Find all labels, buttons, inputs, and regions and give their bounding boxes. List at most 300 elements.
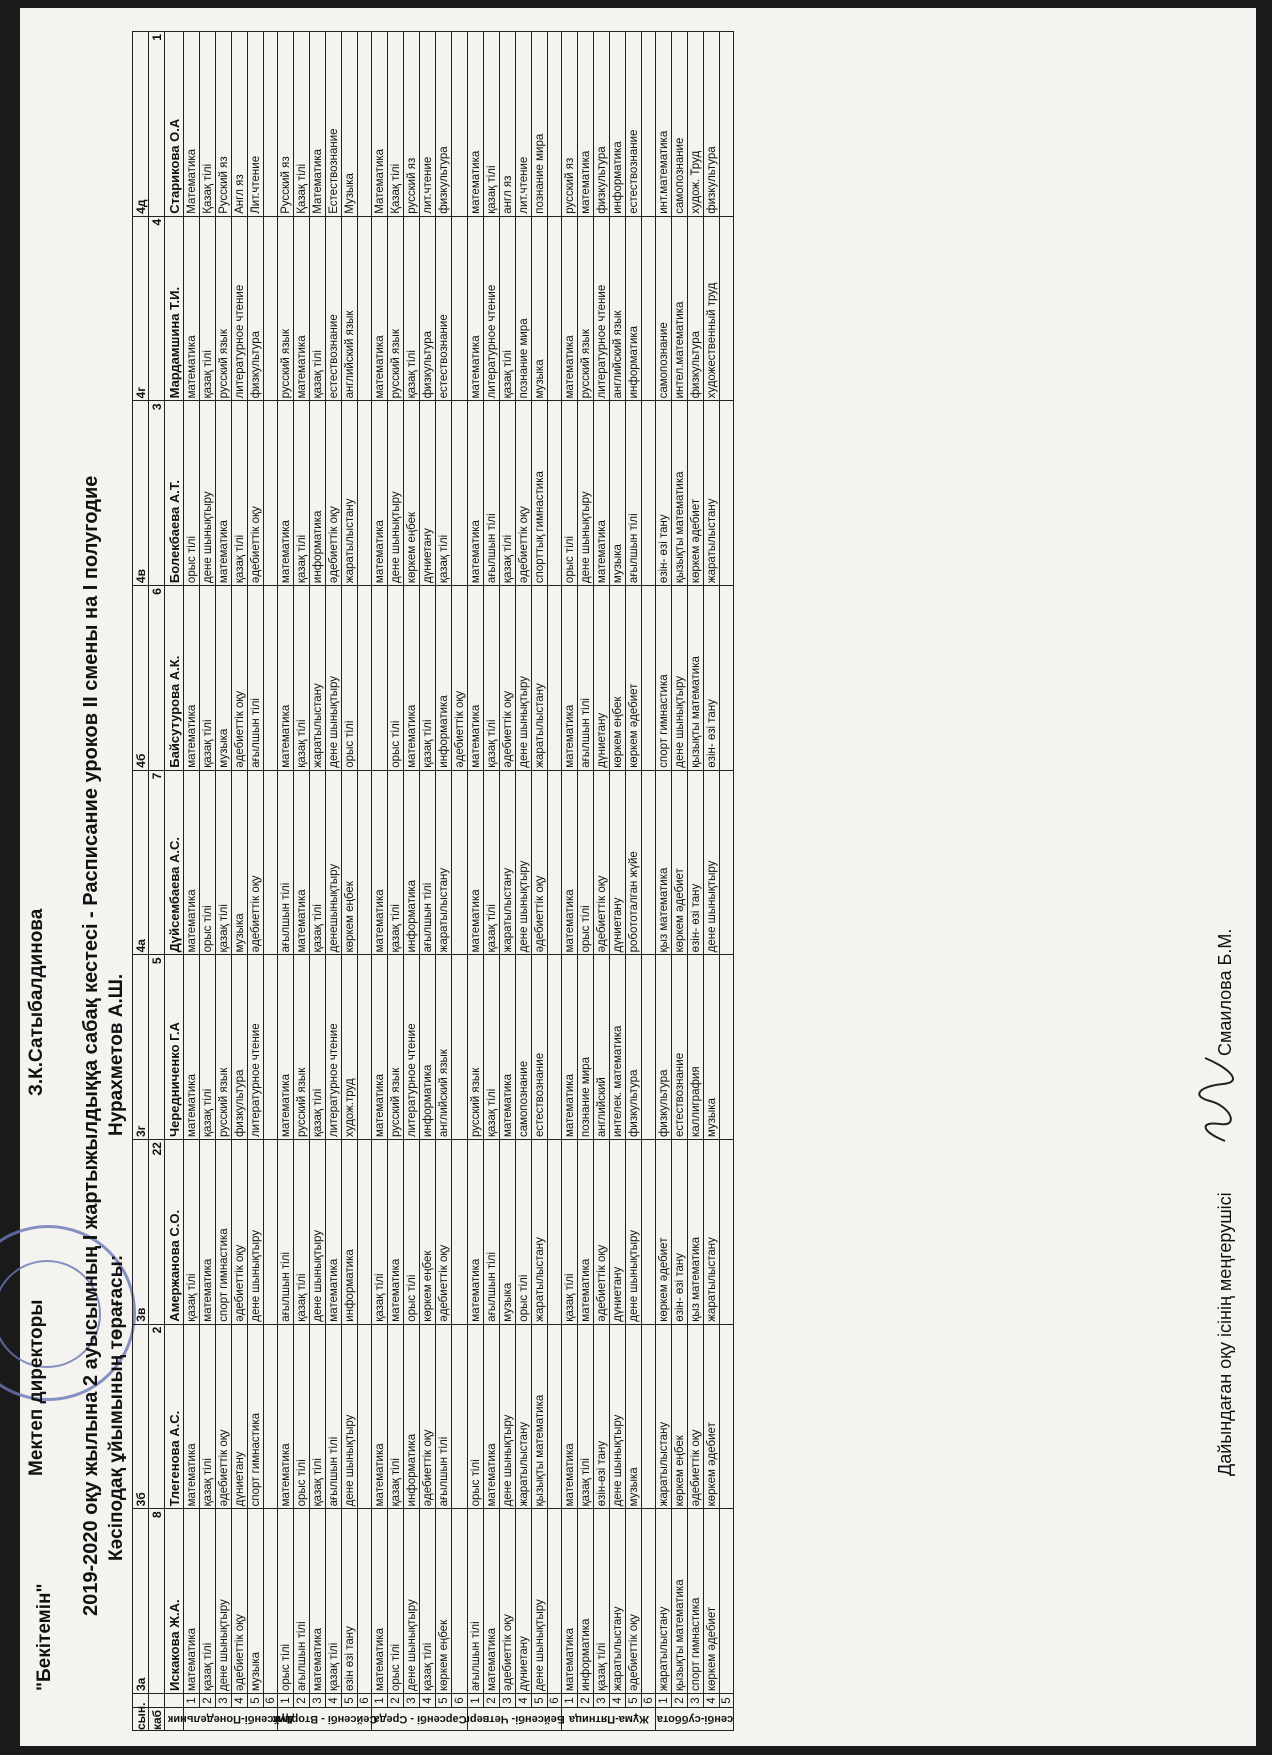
lesson-cell: естествознание <box>672 955 688 1140</box>
lesson-cell: дүниетану <box>516 1509 532 1694</box>
class-name: 4а <box>133 770 149 955</box>
class-name: 4г <box>133 216 149 401</box>
lesson-cell: спорт гимнастика <box>216 1140 232 1325</box>
table-row <box>578 32 594 1731</box>
lesson-cell: Англ яз <box>232 32 248 217</box>
lesson-cell: математика <box>278 586 294 771</box>
lesson-cell: робототалган жүйе <box>626 770 642 955</box>
lesson-cell: өзін- өзі тану <box>656 401 672 586</box>
table-row <box>388 32 404 1731</box>
lesson-cell <box>264 586 278 771</box>
lesson-cell: Лит.чтение <box>248 32 264 217</box>
lesson-cell: дене шынықтыру <box>516 770 532 955</box>
lesson-cell: әдебиеттік оқу <box>232 1509 248 1694</box>
lesson-cell: физкультура <box>656 955 672 1140</box>
table-row <box>562 32 578 1731</box>
lesson-cell: физкультура <box>626 955 642 1140</box>
table-row <box>326 32 342 1731</box>
lesson-cell: өзін- өзі тану <box>672 1140 688 1325</box>
lesson-cell: математика <box>294 770 310 955</box>
lesson-cell: көркем еңбек <box>610 586 626 771</box>
lesson-cell: қыз математика <box>688 1140 704 1325</box>
lesson-cell <box>452 1324 468 1509</box>
lesson-cell <box>358 32 372 217</box>
lesson-cell: математика <box>372 770 388 955</box>
table-row <box>184 32 200 1731</box>
document-page <box>20 8 1256 1746</box>
lesson-cell: әдебиеттік оқу <box>626 1509 642 1694</box>
lesson-cell: өзін- өзі тану <box>704 586 720 771</box>
lesson-cell <box>264 32 278 217</box>
lesson-cell <box>642 401 656 586</box>
lesson-cell <box>358 1509 372 1694</box>
lesson-cell: дене шынықтыру <box>310 1140 326 1325</box>
lesson-cell: музыка <box>610 401 626 586</box>
teacher-name: Мардамшина Т.И. <box>165 216 184 401</box>
lesson-cell: қазақ тілі <box>484 955 500 1140</box>
lesson-cell: әдебиеттік оқу <box>216 1324 232 1509</box>
lesson-cell: көркем әдебиет <box>672 770 688 955</box>
lesson-cell: информатика <box>342 1140 358 1325</box>
lesson-cell <box>720 216 734 401</box>
lesson-number: 3 <box>500 1694 516 1708</box>
lesson-cell: көркем әдебиет <box>704 1324 720 1509</box>
lesson-cell <box>642 1324 656 1509</box>
lesson-cell: жаратылыстану <box>704 401 720 586</box>
lesson-number: 4 <box>326 1694 342 1708</box>
lesson-cell: көркем еңбек <box>420 1140 436 1325</box>
lesson-cell: әдебиеттік оқу <box>248 401 264 586</box>
room-number: 6 <box>149 586 165 771</box>
lesson-cell: қазақ тілі <box>232 401 248 586</box>
teacher-name: Тлегенова А.С. <box>165 1324 184 1509</box>
lesson-cell <box>548 1140 562 1325</box>
lesson-cell: дене шынықтыру <box>672 586 688 771</box>
lesson-cell: математика <box>326 1140 342 1325</box>
class-name: 4б <box>133 586 149 771</box>
lesson-cell: дене шынықтыру <box>216 1509 232 1694</box>
lesson-cell: қазақ тілі <box>404 216 420 401</box>
lesson-cell: көркем еңбек <box>672 1324 688 1509</box>
lesson-cell: математика <box>310 1509 326 1694</box>
lesson-cell: қазақ тілі <box>200 1509 216 1694</box>
lesson-cell: өзін- өзі тану <box>688 770 704 955</box>
day-name: сенбі-суббота <box>656 1713 733 1725</box>
lesson-cell: әдебиеттік оқу <box>232 586 248 771</box>
lesson-number: 1 <box>468 1694 484 1708</box>
lesson-cell: литературное чтение <box>404 955 420 1140</box>
page-title: 2019-2020 оқу жылына 2 ауысымның I жартыжылдыққа сабақ кестесі - Расписание уроков II смены на I полугодие <box>80 475 102 1616</box>
schedule-table <box>132 31 734 1731</box>
table-row <box>594 32 610 1731</box>
table-row <box>248 32 264 1731</box>
lesson-cell: математика <box>278 401 294 586</box>
lesson-cell <box>264 1509 278 1694</box>
teacher-name: Чередниченко Г.А <box>165 955 184 1140</box>
lesson-cell: физкультура <box>248 216 264 401</box>
day-name: Жұма-Пятница <box>568 1713 649 1725</box>
lesson-cell: худож.труд <box>342 955 358 1140</box>
lesson-cell: өзін-өзі тану <box>594 1324 610 1509</box>
lesson-cell: физкультура <box>688 216 704 401</box>
lesson-number: 3 <box>310 1694 326 1708</box>
lesson-number: 1 <box>184 1694 200 1708</box>
lesson-cell: орыс тілі <box>562 401 578 586</box>
lesson-cell: жаратылыстану <box>656 1324 672 1509</box>
lesson-cell: ағылшын тілі <box>278 1140 294 1325</box>
lesson-cell <box>358 770 372 955</box>
table-row <box>200 32 216 1731</box>
lesson-number: 4 <box>704 1694 720 1708</box>
lesson-cell: дүниетану <box>232 1324 248 1509</box>
lesson-cell <box>452 770 468 955</box>
lesson-number: 6 <box>548 1694 562 1708</box>
lesson-cell <box>720 1324 734 1509</box>
lesson-cell: спорттық гимнастика <box>532 401 548 586</box>
lesson-cell: математика <box>562 586 578 771</box>
lesson-number: 3 <box>216 1694 232 1708</box>
lesson-number: 5 <box>342 1694 358 1708</box>
table-row <box>404 32 420 1731</box>
lesson-cell: дене шынықтыру <box>342 1324 358 1509</box>
lesson-cell: әдебиеттік оқу <box>420 1324 436 1509</box>
lesson-cell: математика <box>372 401 388 586</box>
day-name: Дүйсенбі-Понедельник <box>167 1713 294 1725</box>
lesson-cell: математика <box>404 586 420 771</box>
lesson-number: 1 <box>372 1694 388 1708</box>
lesson-cell: математика <box>278 955 294 1140</box>
lesson-cell: ағылшын тілі <box>326 1324 342 1509</box>
lesson-cell: математика <box>372 955 388 1140</box>
lesson-cell <box>720 1509 734 1694</box>
table-row <box>704 32 720 1731</box>
lesson-cell: дене шынықтыру <box>626 1140 642 1325</box>
lesson-cell: инт.математика <box>656 32 672 217</box>
lesson-cell: математика <box>484 1324 500 1509</box>
room-number: 8 <box>149 1509 165 1694</box>
lesson-cell: естествознание <box>326 216 342 401</box>
lesson-number: 5 <box>532 1694 548 1708</box>
lesson-cell: спорт гимнастика <box>688 1509 704 1694</box>
lesson-cell <box>264 216 278 401</box>
class-name: 3а <box>133 1509 149 1694</box>
lesson-cell: познание мира <box>578 955 594 1140</box>
lesson-cell <box>452 1140 468 1325</box>
lesson-number: 3 <box>594 1694 610 1708</box>
day-label-cell <box>372 1708 468 1731</box>
lesson-cell: лит.чтение <box>420 32 436 217</box>
lesson-cell: дене шынықтыру <box>578 401 594 586</box>
lesson-cell: дене шынықтыру <box>388 401 404 586</box>
lesson-cell: көркем еңбек <box>404 401 420 586</box>
lesson-cell <box>452 955 468 1140</box>
lesson-number: 1 <box>278 1694 294 1708</box>
lesson-cell: интелек. математика <box>610 955 626 1140</box>
lesson-cell: қазақ тілі <box>184 1140 200 1325</box>
lesson-number: 6 <box>264 1694 278 1708</box>
lesson-cell: английский язык <box>610 216 626 401</box>
lesson-cell <box>548 401 562 586</box>
lesson-cell: қазақ тілі <box>388 1324 404 1509</box>
lesson-cell: қазақ тілі <box>388 770 404 955</box>
lesson-cell: математика <box>184 586 200 771</box>
lesson-cell: қазақ тілі <box>200 955 216 1140</box>
lesson-cell: орыс тілі <box>294 1324 310 1509</box>
lesson-cell: литературное чтение <box>594 216 610 401</box>
lesson-number: 1 <box>656 1694 672 1708</box>
lesson-cell: қазақ тілі <box>484 586 500 771</box>
lesson-cell: қыз математика <box>656 770 672 955</box>
lesson-cell <box>548 1324 562 1509</box>
lesson-cell: музыка <box>232 770 248 955</box>
lesson-cell: орыс тілі <box>404 1140 420 1325</box>
lesson-cell <box>548 32 562 217</box>
lesson-cell: английский язык <box>436 955 452 1140</box>
lesson-cell <box>642 1140 656 1325</box>
lesson-cell: Математика <box>372 32 388 217</box>
lesson-cell: русский язык <box>278 216 294 401</box>
lesson-cell: математика <box>184 216 200 401</box>
lesson-cell <box>642 32 656 217</box>
class-header-row <box>133 32 149 1731</box>
union-label: Кәсіподақ ұйымының төрағасы: <box>106 1254 127 1561</box>
table-row <box>484 32 500 1731</box>
lesson-cell: дене шынықтыру <box>500 1324 516 1509</box>
day-name: Бейсенбі- Четверг <box>464 1713 565 1725</box>
lesson-cell: дене шынықтыру <box>532 1509 548 1694</box>
lesson-cell: әдебиеттік оқу <box>232 1140 248 1325</box>
lesson-cell <box>358 1324 372 1509</box>
lesson-cell: физкультура <box>704 32 720 217</box>
lesson-cell: қазақ тілі <box>216 770 232 955</box>
lesson-cell: қазақ тілі <box>500 401 516 586</box>
lesson-cell: көркем әдебиет <box>688 401 704 586</box>
lesson-cell <box>358 216 372 401</box>
lesson-cell: қызықты математика <box>532 1324 548 1509</box>
lesson-cell: математика <box>388 1140 404 1325</box>
lesson-cell: жаратылыстану <box>610 1509 626 1694</box>
lesson-cell: қазақ тілі <box>420 586 436 771</box>
lesson-cell: қазақ тілі <box>310 955 326 1140</box>
table-row <box>500 32 516 1731</box>
lesson-cell: физкультура <box>436 32 452 217</box>
lesson-cell: математика <box>468 401 484 586</box>
lesson-cell: физкультура <box>232 955 248 1140</box>
lesson-cell: интел.математика <box>672 216 688 401</box>
lesson-cell: математика <box>372 1509 388 1694</box>
lesson-cell: орыс тілі <box>388 1509 404 1694</box>
lesson-number: 4 <box>610 1694 626 1708</box>
lesson-cell: қазақ тілі <box>200 586 216 771</box>
prepared-label: Дайындаған оқу ісінің меңгерушісі <box>1215 1192 1235 1476</box>
lesson-cell: Естествознание <box>326 32 342 217</box>
class-name: 3в <box>133 1140 149 1325</box>
lesson-cell: қазақ тілі <box>594 1509 610 1694</box>
lesson-cell: математика <box>562 955 578 1140</box>
lesson-cell: қызықты математика <box>688 586 704 771</box>
table-row <box>372 32 388 1731</box>
lesson-cell <box>720 770 734 955</box>
lesson-cell: русский язык <box>388 955 404 1140</box>
lesson-cell: математика <box>184 1324 200 1509</box>
lesson-cell: ағылшын тілі <box>484 401 500 586</box>
table-row <box>264 32 278 1731</box>
lesson-cell: физкультура <box>420 216 436 401</box>
lesson-cell: ағылшын тілі <box>484 1140 500 1325</box>
lesson-cell: Русский яз <box>278 32 294 217</box>
lesson-cell: орыс тілі <box>278 1509 294 1694</box>
teacher-name: Байсутурова А.К. <box>165 586 184 771</box>
lesson-cell: дене шынықтыру <box>404 1509 420 1694</box>
lesson-cell: спорт гимнастика <box>248 1324 264 1509</box>
lesson-cell: русский язык <box>216 216 232 401</box>
lesson-cell <box>720 32 734 217</box>
lesson-number: 3 <box>404 1694 420 1708</box>
table-row <box>548 32 562 1731</box>
lesson-cell: самопознание <box>516 955 532 1140</box>
room-number: 7 <box>149 770 165 955</box>
lesson-cell: русский язык <box>216 955 232 1140</box>
table-row <box>342 32 358 1731</box>
lesson-cell <box>264 1140 278 1325</box>
lesson-cell: математика <box>468 586 484 771</box>
room-number: 5 <box>149 955 165 1140</box>
lesson-number: 5 <box>436 1694 452 1708</box>
lesson-cell: орыс тілі <box>388 586 404 771</box>
lesson-cell: математика <box>562 1509 578 1694</box>
footer <box>1215 928 1236 1476</box>
lesson-cell: дүниетану <box>610 1140 626 1325</box>
lesson-cell: дене шынықтыру <box>610 1324 626 1509</box>
lesson-cell <box>264 955 278 1140</box>
lesson-cell: математика <box>184 955 200 1140</box>
lesson-cell: художественный труд <box>704 216 720 401</box>
table-row <box>216 32 232 1731</box>
lesson-cell <box>452 32 468 217</box>
lesson-number: 4 <box>232 1694 248 1708</box>
lesson-cell: көркем әдебиет <box>626 586 642 771</box>
teacher-name: Искакова Ж.А. <box>165 1509 184 1694</box>
class-name: 3б <box>133 1324 149 1509</box>
lesson-cell: қазақ тілі <box>500 216 516 401</box>
lesson-cell: лит.чтение <box>516 32 532 217</box>
lesson-cell: математика <box>578 1140 594 1325</box>
lesson-number: 5 <box>626 1694 642 1708</box>
lesson-cell: самопознание <box>672 32 688 217</box>
lesson-cell: өзін өзі тану <box>342 1509 358 1694</box>
day-label-cell <box>167 1708 294 1731</box>
lesson-cell <box>372 586 388 771</box>
lesson-cell <box>720 586 734 771</box>
lesson-cell: қазақ тілі <box>484 770 500 955</box>
teacher-name: Болекбаева А.Т. <box>165 401 184 586</box>
table-row <box>516 32 532 1731</box>
class-header-label: сын. <box>133 1702 148 1730</box>
lesson-cell: ағылшын тілі <box>436 1324 452 1509</box>
director-name: З.К.Сатыбалдинова <box>26 908 47 1096</box>
lesson-cell: Қазақ тілі <box>388 32 404 217</box>
lesson-cell: жаратылыстану <box>704 1140 720 1325</box>
lesson-cell: көркем еңбек <box>342 770 358 955</box>
lesson-cell <box>264 770 278 955</box>
room-header-label: каб <box>149 1708 165 1731</box>
room-number: 4 <box>149 216 165 401</box>
lesson-number: 5 <box>248 1694 264 1708</box>
lesson-cell: математика <box>594 401 610 586</box>
lesson-cell <box>720 955 734 1140</box>
lesson-cell <box>264 401 278 586</box>
lesson-cell: жаратылыстану <box>342 401 358 586</box>
lesson-cell: жаратылыстану <box>656 1509 672 1694</box>
teacher-name: Старикова О.А <box>165 32 184 217</box>
lesson-cell <box>358 401 372 586</box>
lesson-cell: қазақ тілі <box>310 216 326 401</box>
lesson-cell <box>548 1509 562 1694</box>
lesson-cell: информатика <box>436 586 452 771</box>
room-number: 3 <box>149 401 165 586</box>
lesson-cell: Математика <box>310 32 326 217</box>
lesson-cell: әдебиеттік оқу <box>594 770 610 955</box>
lesson-cell: көркем еңбек <box>436 1509 452 1694</box>
lesson-cell: орыс тілі <box>184 401 200 586</box>
union-name: Нурахметов А.Ш. <box>106 973 127 1136</box>
lesson-cell: математика <box>184 770 200 955</box>
lesson-cell: дене шынықтыру <box>516 586 532 771</box>
lesson-cell: әдебиеттік оқу <box>594 1140 610 1325</box>
lesson-cell: қазақ тілі <box>200 216 216 401</box>
lesson-cell: дүниетану <box>594 586 610 771</box>
lesson-cell: Русский яз <box>216 32 232 217</box>
lesson-cell: математика <box>278 1324 294 1509</box>
lesson-cell <box>358 1140 372 1325</box>
lesson-cell: қазақ тілі <box>578 1324 594 1509</box>
lesson-cell <box>548 770 562 955</box>
table-row <box>656 32 672 1731</box>
lesson-cell <box>452 401 468 586</box>
lesson-number: 3 <box>688 1694 704 1708</box>
lesson-cell: математика <box>200 1140 216 1325</box>
lesson-cell: әдебиеттік оқу <box>248 770 264 955</box>
day-name: Сейсенбі - Вторник <box>272 1713 377 1725</box>
lesson-cell <box>720 1140 734 1325</box>
lesson-cell: орыс тілі <box>342 586 358 771</box>
lesson-number: 2 <box>672 1694 688 1708</box>
lesson-cell: познание мира <box>532 32 548 217</box>
lesson-cell: естествознание <box>626 32 642 217</box>
lesson-cell <box>720 401 734 586</box>
table-row <box>642 32 656 1731</box>
lesson-cell: жаратылыстану <box>500 770 516 955</box>
lesson-cell: Математика <box>184 32 200 217</box>
lesson-cell: информатика <box>626 216 642 401</box>
lesson-cell: английский язык <box>342 216 358 401</box>
lesson-cell: информатика <box>610 32 626 217</box>
lesson-cell: әдебиеттік оқу <box>326 401 342 586</box>
lesson-cell: математика <box>184 1509 200 1694</box>
lesson-cell: литературное чтение <box>248 955 264 1140</box>
table-row <box>232 32 248 1731</box>
lesson-cell: қазақ тілі <box>310 770 326 955</box>
lesson-cell: математика <box>562 216 578 401</box>
lesson-cell: физкультура <box>594 32 610 217</box>
lesson-cell: литературное чтение <box>232 216 248 401</box>
lesson-number: 4 <box>420 1694 436 1708</box>
lesson-cell: дүниетану <box>420 401 436 586</box>
lesson-cell: математика <box>484 1509 500 1694</box>
lesson-cell: ағылшын тілі <box>278 770 294 955</box>
lesson-cell <box>642 1509 656 1694</box>
lesson-number: 2 <box>388 1694 404 1708</box>
